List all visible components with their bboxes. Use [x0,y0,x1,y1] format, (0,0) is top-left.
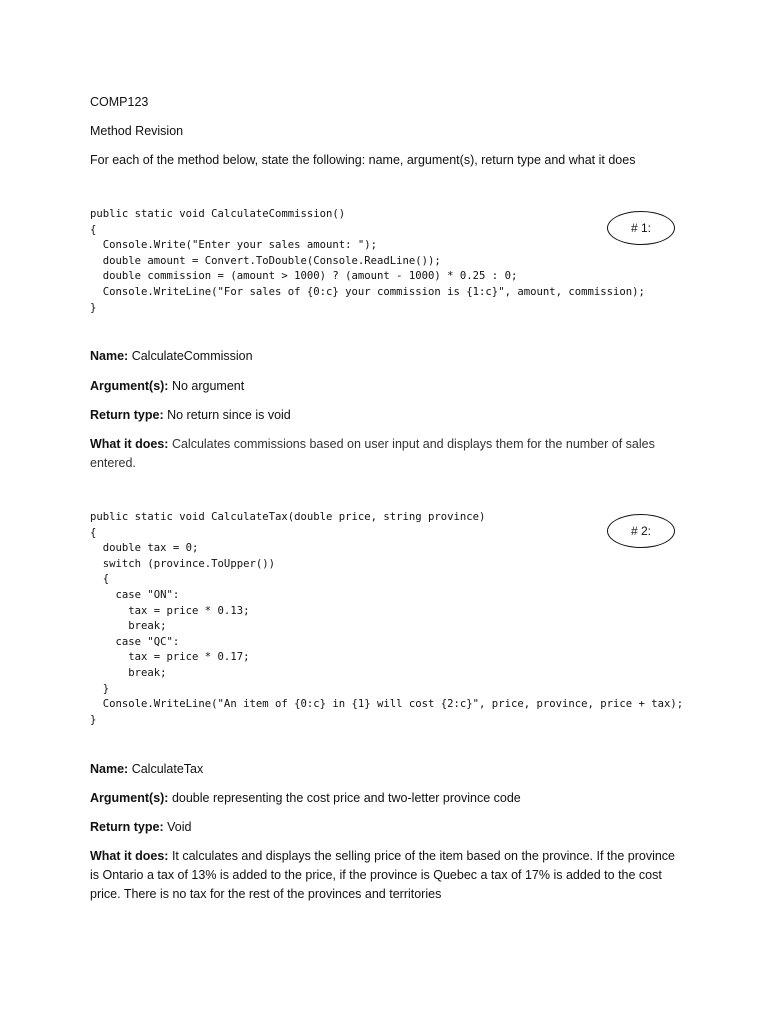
does-label: What it does: [90,849,169,863]
instructions: For each of the method below, state the following: name, argument(s), return type and what it does [90,153,636,167]
code-block-1: public static void CalculateCommission() { Console.Write("Enter your sales amount: "); double amount = Convert.ToDouble(Console.ReadLine()); double commission = (amount > 1000) ? (amount - 1000) * 0.25 : 0; Console.WriteLine("For sales of {0:c} your commission is {1:c}", amount, commission); } [90,208,645,314]
method-return-1 [90,407,291,424]
args-value: No argument [168,379,245,393]
args-label: Argument(s): [90,379,169,393]
method-does-1 [90,435,680,473]
does-value: It calculates and displays the selling price of the item based on the province. If the province is Ontario a tax of 13% is added to the price, if the province is Quebec a tax of 17% is added to the cost price. There is no tax for the rest of the provinces and territories [90,849,676,901]
method-name-2 [90,761,203,778]
code-block-2: public static void CalculateTax(double price, string province) { double tax = 0; switch (province.ToUpper()) { case "ON": tax = price * 0.13; break; case "QC": tax = price * 0.17; break; } Console.WriteLine("An item of {0:c} in {1} will cost {2:c}", price, province, price + tax); } [90,511,684,726]
question-badge-2: # 2: [607,514,675,548]
name-value: CalculateCommission [128,349,253,363]
return-label: Return type: [90,820,164,834]
question-badge-1: # 1: [607,211,675,245]
method-args-2 [90,790,521,807]
return-value: Void [163,820,192,834]
method-does-2 [90,847,680,904]
args-value: double representing the cost price and two-letter province code [168,791,521,805]
does-label: What it does: [90,437,169,451]
method-return-2 [90,819,191,836]
return-label: Return type: [90,408,164,422]
course-title: COMP123 [90,95,149,109]
args-label: Argument(s): [90,791,169,805]
method-args-1 [90,378,244,395]
name-label: Name: [90,762,129,776]
document-topic: Method Revision [90,124,184,138]
return-value: No return since is void [163,408,291,422]
name-label: Name: [90,349,129,363]
does-value: Calculates commissions based on user input and displays them for the number of sales entered. [90,437,655,470]
method-name-1 [90,348,253,365]
name-value: CalculateTax [128,762,204,776]
